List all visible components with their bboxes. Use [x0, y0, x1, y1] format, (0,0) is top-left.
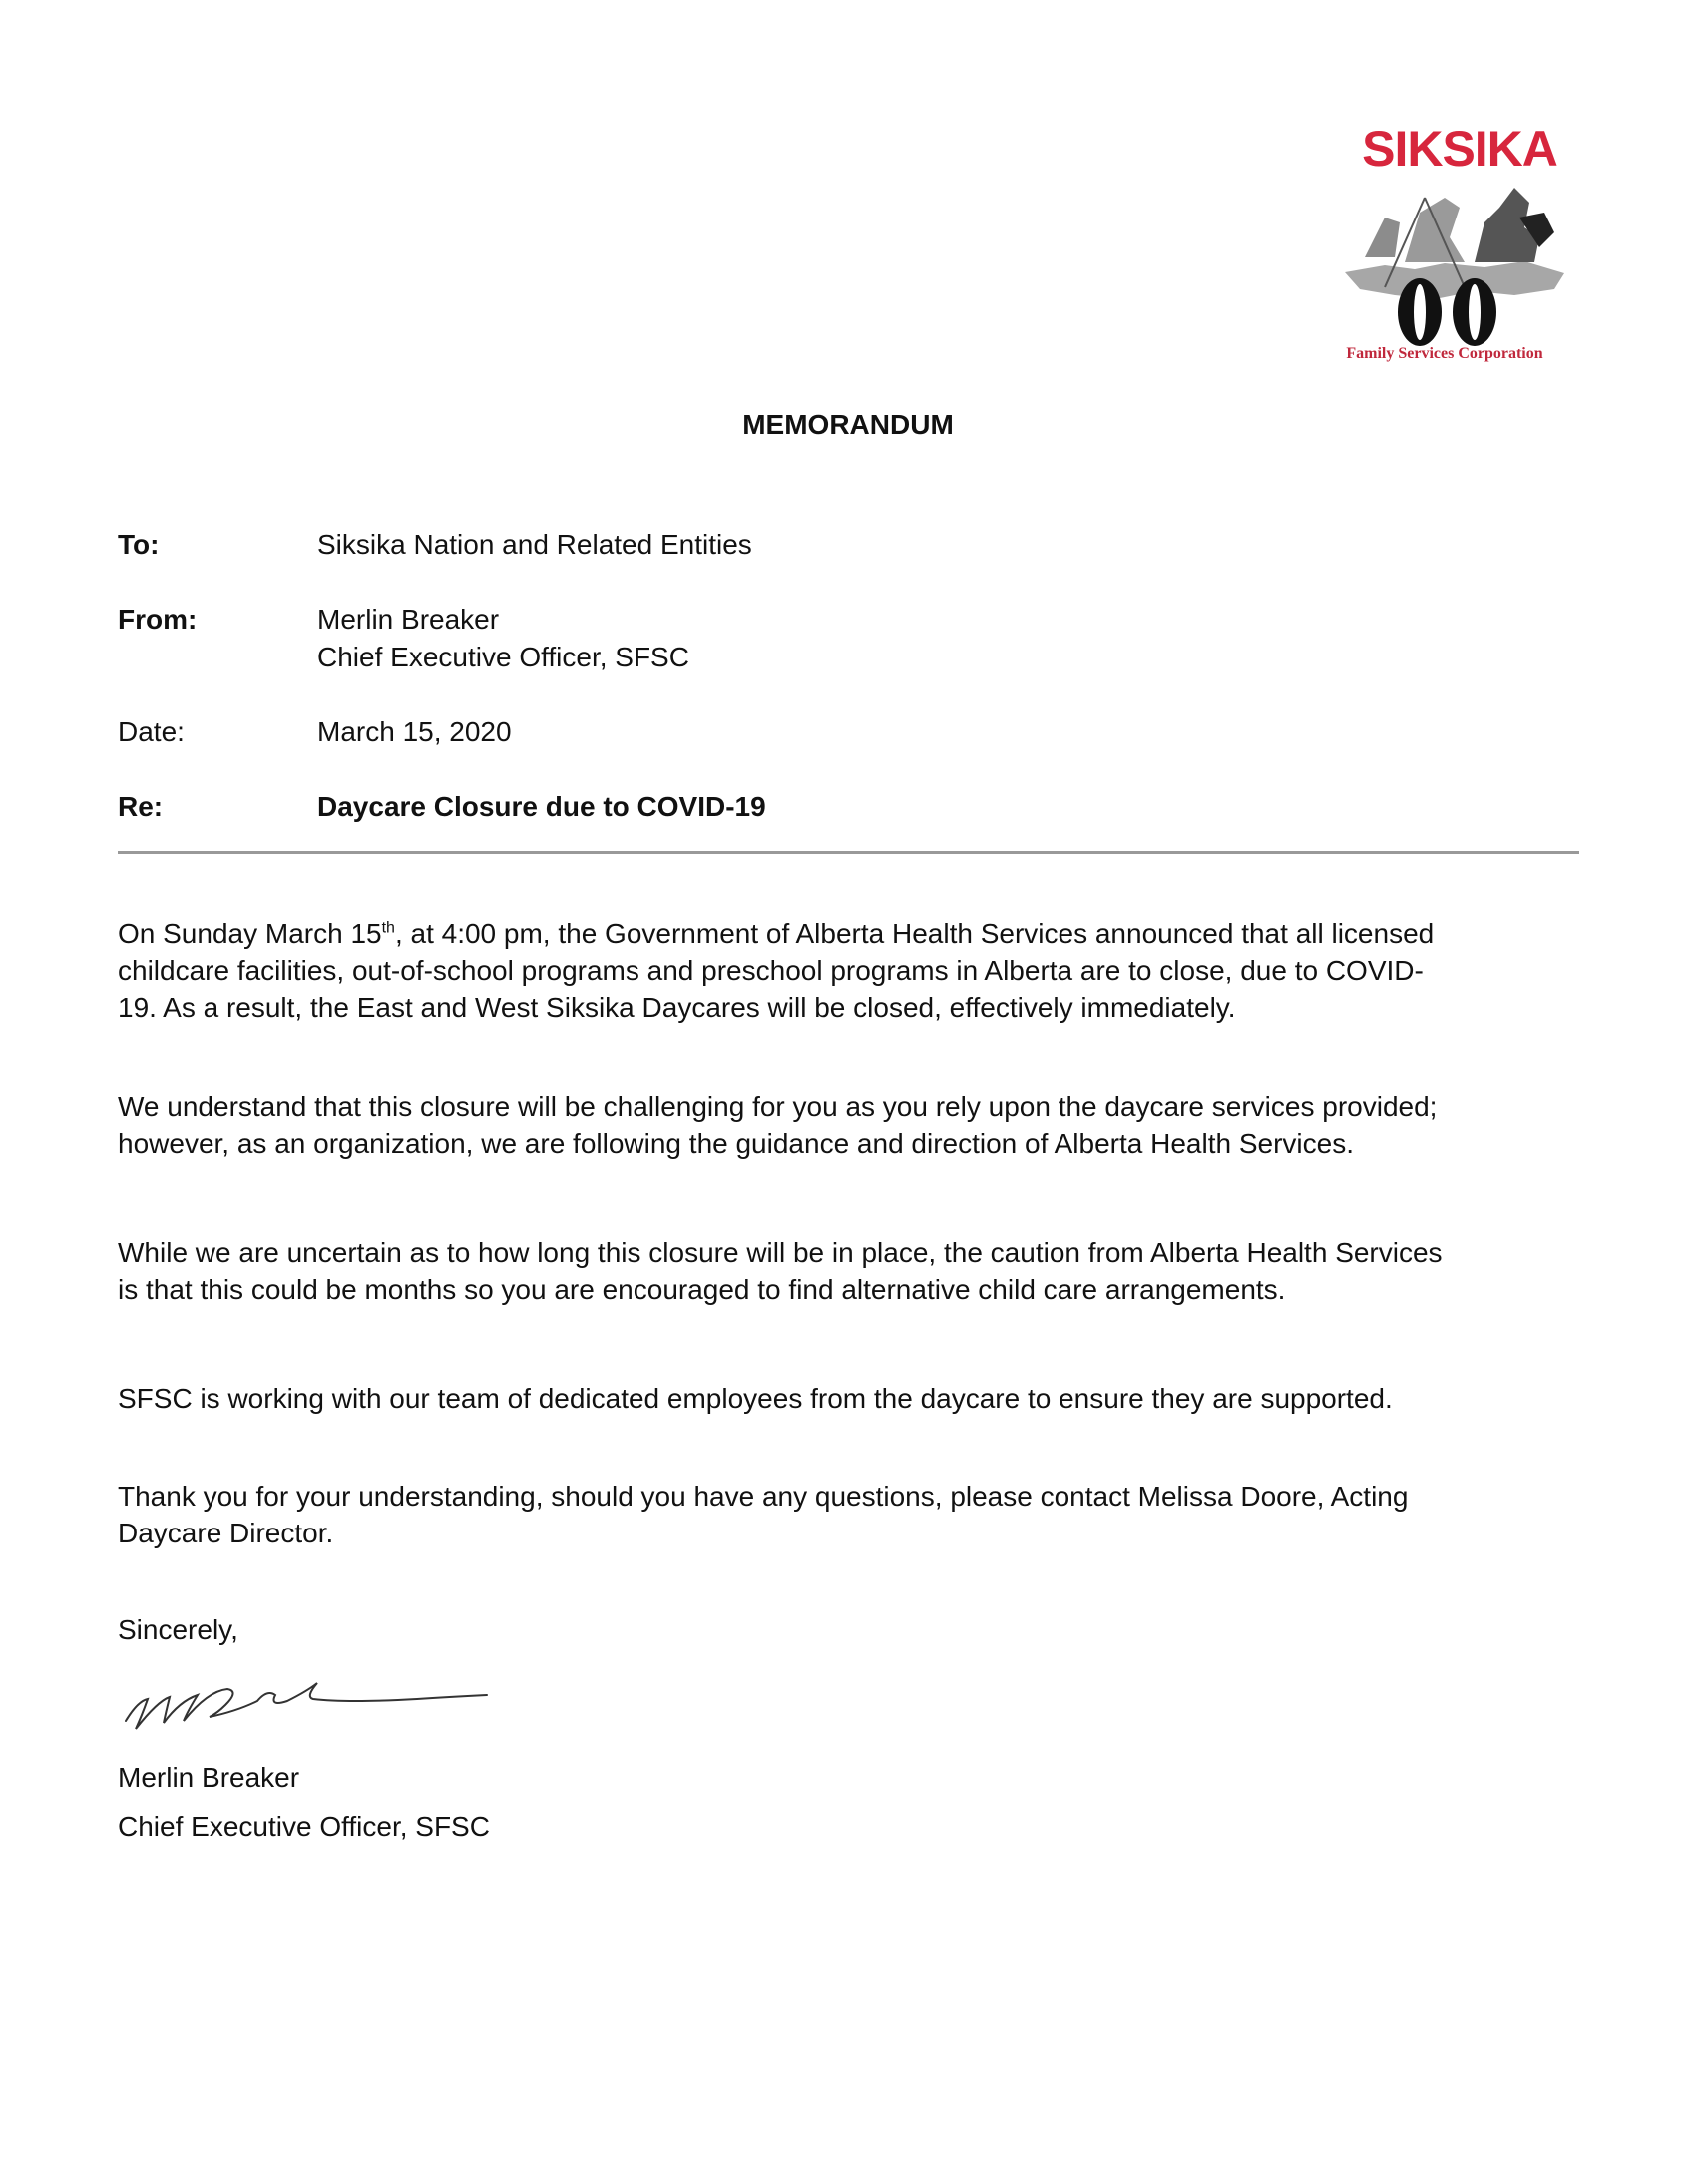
salutation: Sincerely, [118, 1614, 238, 1645]
to-label: To: [118, 529, 160, 560]
to-value: Siksika Nation and Related Entities [317, 529, 752, 560]
p1-line1-start: On Sunday March 15 [118, 918, 382, 949]
paragraph-3 [118, 1234, 1594, 1308]
p1-line1-end: , at 4:00 pm, the Government of Alberta Health Services announced that all licensed [394, 918, 1435, 949]
paragraph-3-line-1: While we are uncertain as to how long this closure will be in place, the caution from Alberta Health Services [118, 1237, 1443, 1268]
paragraph-4 [118, 1380, 1594, 1417]
re-value: Daycare Closure due to COVID-19 [317, 791, 766, 822]
re-label: Re: [118, 791, 164, 822]
from-title: Chief Executive Officer, SFSC [317, 642, 689, 672]
paragraph-2 [118, 1089, 1594, 1162]
paragraph-1-line-1 [118, 915, 1594, 952]
paragraph-3-line-2: is that this could be months so you are encouraged to find alternative child care arrangements. [118, 1274, 1286, 1305]
siksika-logo [1305, 120, 1584, 379]
paragraph-5-line-1: Thank you for your understanding, should you have any questions, please contact Melissa Doore, Acting [118, 1481, 1409, 1512]
paragraph-2-line-2: however, as an organization, we are following the guidance and direction of Alberta Health Services. [118, 1128, 1354, 1159]
closing-name: Merlin Breaker [118, 1762, 300, 1793]
from-label: From: [118, 604, 198, 635]
paragraph-1-line-2: childcare facilities, out-of-school programs and preschool programs in Alberta are to close, due to COVID- [118, 955, 1424, 986]
date-label: Date: [118, 716, 185, 747]
paragraph-1-line-3: 19. As a result, the East and West Siksika Daycares will be closed, effectively immediately. [118, 992, 1236, 1023]
closing-title: Chief Executive Officer, SFSC [118, 1811, 490, 1842]
memo-title: MEMORANDUM [742, 409, 954, 440]
signature [118, 1661, 497, 1751]
p1-superscript: th [381, 919, 395, 937]
date-value: March 15, 2020 [317, 716, 512, 747]
paragraph-5-line-2: Daycare Director. [118, 1518, 334, 1548]
paragraph-5 [118, 1478, 1594, 1551]
logo-title: SIKSIKA [1362, 121, 1557, 177]
paragraph-2-line-1: We understand that this closure will be challenging for you as you rely upon the daycare services provided; [118, 1092, 1438, 1122]
logo-artwork-icon [1325, 178, 1574, 347]
from-name: Merlin Breaker [317, 604, 500, 635]
paragraph-1 [118, 915, 1594, 1026]
paragraph-4-line-1: SFSC is working with our team of dedicated employees from the daycare to ensure they are supported. [118, 1383, 1393, 1414]
logo-subtitle: Family Services Corporation [1346, 345, 1543, 362]
header-divider [118, 851, 1579, 854]
